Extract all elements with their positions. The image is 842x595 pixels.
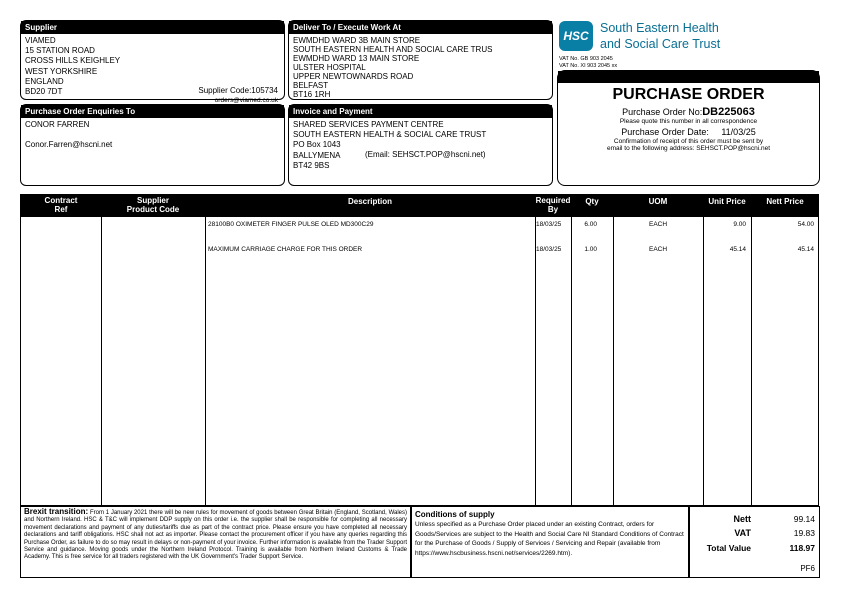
vat-numbers: [559, 56, 617, 70]
total-label: Total Value: [706, 543, 751, 553]
trust-name-line1: South Eastern Health: [600, 21, 719, 35]
po-number: DB225063: [702, 106, 755, 118]
col-unit-price: Unit Price: [708, 197, 746, 206]
row-unit-price: 9.00: [733, 221, 746, 228]
conditions-text: Unless specified as a Purchase Order placed under an existing Contract, orders for Goods/Services are subject to the Health and Social Care NI Standard Conditions of Contract for the Purchase of Goods / Supply of Services / Servicing and Repair (available from https://www.hscbusiness.hscni.net/services/2269.htm).: [415, 521, 684, 557]
row-unit-price: 45.14: [729, 246, 746, 253]
vat-value: 19.83: [793, 528, 815, 538]
supplier-header: Supplier: [21, 21, 284, 34]
invoice-box: [288, 104, 553, 186]
totals-box: [689, 506, 820, 578]
supplier-address: [21, 34, 284, 104]
col-divider: [205, 217, 206, 505]
nett-label: Nett: [733, 514, 751, 524]
nett-value: 99.14: [793, 514, 815, 524]
col-description: Description: [347, 197, 392, 206]
conditions-title: Conditions of supply: [415, 510, 495, 519]
po-quote-note: Please quote this number in all correspondence: [619, 118, 758, 125]
enquiries-header: Purchase Order Enquiries To: [21, 105, 284, 118]
po-date-label: Purchase Order Date:: [621, 127, 709, 137]
conditions-box: [411, 506, 689, 578]
supplier-box: [20, 20, 285, 104]
deliver-header: Deliver To / Execute Work At: [289, 21, 552, 34]
enquiries-box: [20, 104, 285, 186]
col-contract-ref: Contract Ref: [44, 196, 78, 214]
trust-name: [600, 20, 720, 52]
col-nett-price: Nett Price: [766, 197, 804, 206]
deliver-address: [289, 34, 552, 101]
enquiries-body: [21, 118, 284, 152]
col-divider: [101, 217, 102, 505]
po-note-1: Confirmation of receipt of this order must be sent by: [613, 138, 764, 145]
po-number-row: [558, 106, 819, 118]
col-uom: UOM: [648, 197, 668, 206]
invoice-line: BALLYMENA: [293, 150, 341, 160]
invoice-address: [289, 118, 552, 173]
brexit-title: Brexit transition:: [24, 507, 89, 516]
po-date: 11/03/25: [721, 127, 756, 137]
supplier-line: CROSS HILLS KEIGHLEY: [25, 56, 121, 66]
table-header: [21, 195, 818, 217]
supplier-code: Supplier Code:105734: [198, 86, 278, 95]
order-lines-table: [20, 194, 819, 506]
enquiries-email: Conor.Farren@hscni.net: [25, 140, 113, 150]
col-divider: [613, 217, 614, 505]
deliver-line: BT16 1RH: [293, 90, 331, 99]
deliver-line: ULSTER HOSPITAL: [293, 63, 366, 72]
row-nett-price: 45.14: [797, 246, 814, 253]
row-nett-price: 54.00: [797, 221, 814, 228]
invoice-email: (Email: SEHSCT.POP@hscni.net): [365, 150, 486, 159]
po-note-2: email to the following address: SEHSCT.POP@hscni.net: [606, 145, 771, 152]
po-number-label: Purchase Order No:: [622, 107, 703, 117]
vat-line: VAT No. XI 903 2045 xx: [559, 63, 618, 69]
vat-label: VAT: [734, 528, 751, 538]
row-description: MAXIMUM CARRIAGE CHARGE FOR THIS ORDER: [208, 246, 363, 253]
brexit-box: [20, 506, 411, 578]
deliver-line: EWMDHD WARD 3B MAIN STORE: [293, 36, 421, 45]
col-divider: [703, 217, 704, 505]
row-qty: 1.00: [584, 246, 597, 253]
vat-line: VAT No. GB 903 2045: [559, 56, 613, 62]
col-divider: [751, 217, 752, 505]
hsc-logo: HSC: [559, 21, 593, 51]
row-uom: EACH: [649, 221, 668, 228]
page-code: PF6: [800, 564, 815, 573]
invoice-header: Invoice and Payment: [289, 105, 552, 118]
row-uom: EACH: [649, 246, 668, 253]
supplier-line: BD20 7DT: [25, 87, 63, 97]
supplier-line: 15 STATION ROAD: [25, 46, 95, 56]
brexit-text: From 1 January 2021 there will be new rules for movement of goods between Great Britain (England, Scotland, Wales) and Northern Ireland. HSC & T&C will implement DDP supply on this order i.e. the supplier shall be responsible for completing all necessary movement declarations and payment of any duties/tariffs due as part of the contract price. Please ensure you have completed all necessary declarations and tariff obligations. HSC shall not act as importer. Please contact the procurement officer if you have any queries regarding this Purchase Order, as failure to do so may result in delays or non-payment of your invoice. Further information is available from the Trader Support Service and guidance. Moving goods under the Northern Ireland Protocol. Training is available from Northern Ireland Customs & Trade Academy. This is free service for all traders registered with the UK Government's Trader Support Service.: [24, 510, 408, 561]
brexit-text-block: [24, 508, 407, 562]
col-divider: [535, 217, 536, 505]
supplier-email: orders@viamed.co.uk: [214, 97, 278, 104]
enquiries-name: CONOR FARREN: [25, 120, 90, 129]
supplier-line: ENGLAND: [25, 76, 64, 86]
deliver-line: EWMDHD WARD 13 MAIN STORE: [293, 54, 420, 63]
purchase-order-box: [557, 70, 820, 186]
invoice-line: SOUTH EASTERN HEALTH & SOCIAL CARE TRUST: [293, 130, 487, 140]
deliver-line: UPPER NEWTOWNARDS ROAD: [293, 72, 414, 81]
col-divider: [571, 217, 572, 505]
col-required-by: Required By: [535, 196, 571, 214]
po-date-row: [558, 127, 819, 137]
row-required-by: 18/03/25: [536, 221, 562, 228]
total-value: 118.97: [789, 543, 815, 553]
trust-name-line2: and Social Care Trust: [600, 37, 721, 51]
po-box-topbar: [558, 71, 819, 83]
invoice-line: PO Box 1043: [293, 140, 341, 150]
row-required-by: 18/03/25: [536, 246, 562, 253]
row-description: 28100B0 OXIMETER FINGER PULSE OLED MD300C29: [208, 221, 374, 228]
col-supplier-code: Supplier Product Code: [126, 196, 180, 214]
invoice-line: BT42 9BS: [293, 160, 330, 170]
supplier-line: WEST YORKSHIRE: [25, 66, 98, 76]
supplier-line: VIAMED: [25, 36, 56, 45]
row-qty: 6.00: [584, 221, 597, 228]
deliver-line: SOUTH EASTERN HEALTH AND SOCIAL CARE TRUS: [293, 45, 493, 54]
deliver-box: [288, 20, 553, 100]
invoice-line: SHARED SERVICES PAYMENT CENTRE: [293, 120, 444, 129]
col-qty: Qty: [585, 197, 599, 206]
deliver-line: BELFAST: [293, 81, 329, 90]
po-title: PURCHASE ORDER: [612, 86, 765, 103]
